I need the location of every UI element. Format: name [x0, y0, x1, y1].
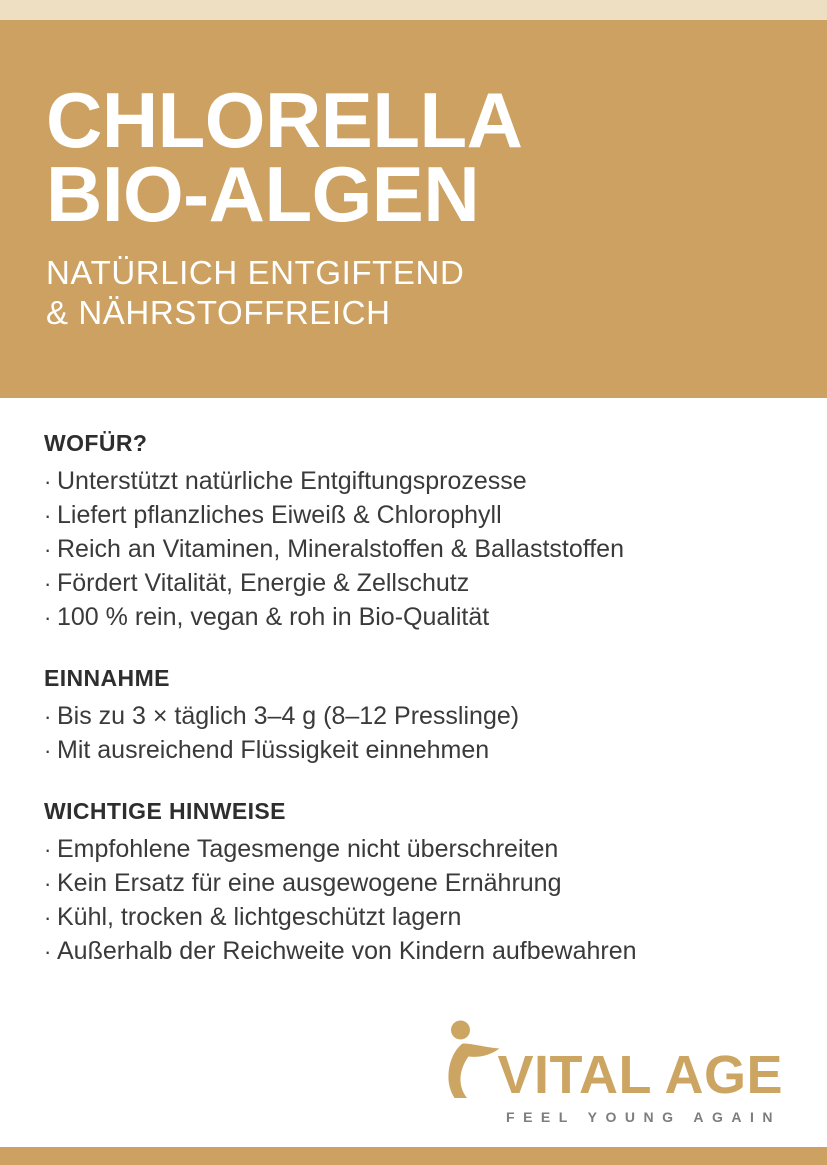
section-wichtige-hinweise	[44, 798, 783, 968]
list-item	[44, 566, 783, 600]
list-item	[44, 866, 783, 900]
brand-logo	[441, 1019, 783, 1125]
bullet-point-icon: ·	[44, 905, 52, 930]
label-body	[0, 398, 827, 1165]
header-band	[0, 20, 827, 398]
logo-tagline: FEEL YOUNG AGAIN	[506, 1109, 781, 1125]
bullet-point-icon: ·	[44, 571, 52, 596]
bullet-list	[44, 832, 783, 968]
list-item	[44, 699, 783, 733]
list-item-text: Reich an Vitaminen, Mineralstoffen & Ballaststoffen	[57, 535, 624, 563]
bullet-point-icon: ·	[44, 939, 52, 964]
list-item-text: Liefert pflanzliches Eiweiß & Chlorophyll	[57, 501, 502, 529]
section-heading: WICHTIGE HINWEISE	[44, 798, 286, 824]
bullet-point-icon: ·	[44, 503, 52, 528]
bullet-list	[44, 464, 783, 634]
bottom-accent-bar	[0, 1147, 827, 1165]
list-item-text: Kein Ersatz für eine ausgewogene Ernährung	[57, 869, 562, 897]
page-subtitle	[46, 253, 781, 334]
bullet-point-icon: ·	[44, 837, 52, 862]
title-line-1: CHLORELLA	[46, 76, 523, 165]
subtitle-line-1: NATÜRLICH ENTGIFTEND	[46, 254, 465, 292]
vital-age-figure-icon	[441, 1019, 503, 1099]
list-item-text: Empfohlene Tagesmenge nicht überschreiten	[57, 835, 559, 863]
bullet-point-icon: ·	[44, 871, 52, 896]
bullet-point-icon: ·	[44, 704, 52, 729]
list-item-text: Kühl, trocken & lichtgeschützt lagern	[57, 903, 462, 931]
bullet-point-icon: ·	[44, 537, 52, 562]
section-wofuer	[44, 430, 783, 634]
logo-wordmark: VITAL AGE	[497, 1045, 783, 1106]
list-item	[44, 498, 783, 532]
logo-row	[441, 1019, 783, 1106]
list-item-text: Außerhalb der Reichweite von Kindern aufbewahren	[57, 937, 637, 965]
page-title	[46, 76, 781, 238]
list-item-text: 100 % rein, vegan & roh in Bio-Qualität	[57, 603, 490, 631]
list-item-text: Mit ausreichend Flüssigkeit einnehmen	[57, 736, 490, 764]
list-item	[44, 532, 783, 566]
list-item	[44, 934, 783, 968]
bullet-point-icon: ·	[44, 605, 52, 630]
list-item	[44, 464, 783, 498]
bullet-list	[44, 699, 783, 767]
section-heading: EINNAHME	[44, 665, 170, 691]
bullet-point-icon: ·	[44, 738, 52, 763]
bullet-point-icon: ·	[44, 469, 52, 494]
list-item	[44, 900, 783, 934]
section-einnahme	[44, 665, 783, 767]
title-line-2: BIO-ALGEN	[46, 149, 480, 238]
list-item	[44, 600, 783, 634]
list-item	[44, 832, 783, 866]
list-item-text: Unterstützt natürliche Entgiftungsprozesse	[57, 467, 527, 495]
list-item-text: Fördert Vitalität, Energie & Zellschutz	[57, 569, 470, 597]
top-accent-strip	[0, 0, 827, 20]
list-item-text: Bis zu 3 × täglich 3–4 g (8–12 Presslinge)	[57, 702, 520, 730]
subtitle-line-2: & NÄHRSTOFFREICH	[46, 294, 391, 332]
list-item	[44, 733, 783, 767]
section-heading: WOFÜR?	[44, 430, 148, 456]
